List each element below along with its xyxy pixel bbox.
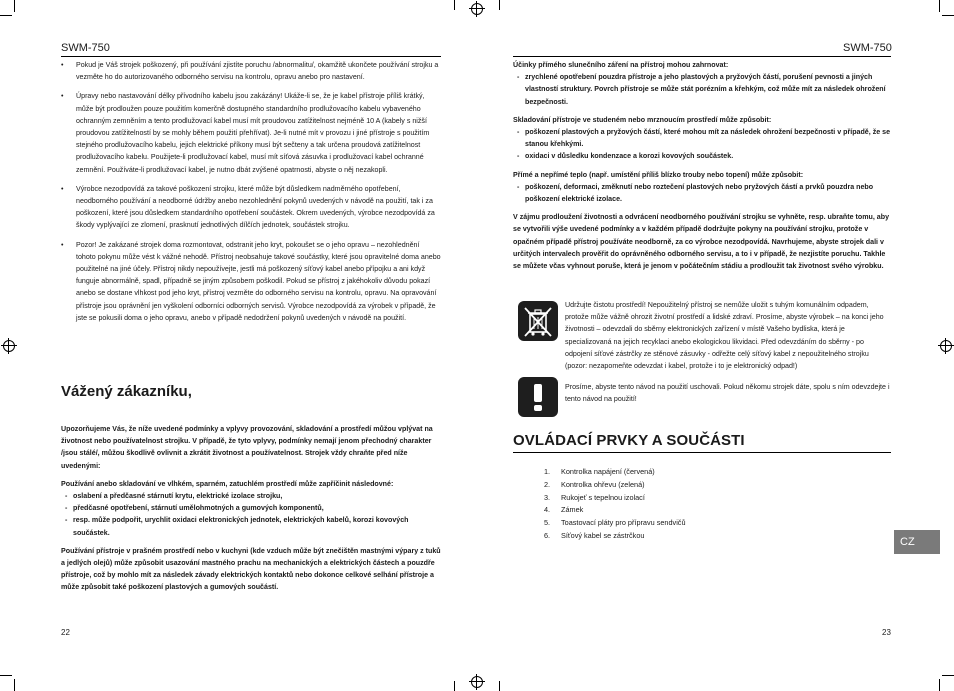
crossed-bin-icon [518,301,558,341]
list-item: 5. Toastovací pláty pro přípravu sendvičů [544,518,686,528]
model-label-left: SWM-750 [61,42,110,54]
weee-paragraph: Udržujte čistotu prostředí! Nepoužitelný přístroj se nemůže uložit s tuhým komunálním odpadem, protože může vážně ohrozit životní prostředí a lidské zdraví. Prosíme, abyste výrobek – na konci jeho životnosti – odevzdali do sběrny elektronických zařízení v místě Vašeho bydliska, která je specializovaná na jejich recyklaci anebo ekologickou likvidaci. Před odevzdáním do sběrny - po odpojení síťové zástrčky ze stěnové zásuvky - odřežte celý síťový kabel z nepoužitelného strojku (pozor: nezapomeňte odevzdat i kabel, protože i to je elektronický odpad!) [565,301,884,371]
dash-item: - oslabení a předčasné stárnutí krytu, elektrické izolace strojku, [61,490,441,502]
humidity-title: Používání anebo skladování ve vlhkém, sparném, zatuchlém prostředí může zapříčinit následovné: [61,479,394,488]
header-rule-right [513,56,891,57]
header-rule-left [61,56,441,57]
conditions-section [61,423,441,600]
customer-heading: Vážený zákazníku, [61,383,192,400]
effects-section [513,59,891,278]
dash-item: - zrychlené opotřebení pouzdra přístroje a jeho plastových a pryžových částí, porušení pevnosti a jiných vlastností struktury. Povrch přístroje se může stát porézním a křehkým, což může mít za následek ohrožení bezpečnosti. [513,71,891,108]
registration-mark-icon [471,3,483,15]
dash-item: - resp. může podpořit, urychlit oxidaci elektronických jednotek, elektrických kabelů, korozi kovových součástek. [61,514,441,538]
safety-bullets [61,59,441,331]
bullet-item: • Úpravy nebo nastavování délky přívodního kabelu jsou zakázány! Ukáže-li se, že je kabel přístroje příliš krátký, může být prodloužen pouze použitím komerčně dostupného standardního prodlužovacího kabelu vybaveného ochranným zemněním a tento prodlužovací kabel musí mít proudovou zatížitelnost nejméně 10 A (kabely s nižší proudovou zatížitelností by se mohly během použití přehřívat). Je-li nutné mít v provozu i jiné přístroje s použitím stejného prodlužovacího kabelu, jejich elektrické příkony musí být sečteny a tak určena proudová zatížitelnost prodlužovacího kabelu. Použijete-li prodlužovací kabel, musí mít síťová zásuvka i prodlužovací kabel ochranné zemnění. Používáte-li prodlužovací kabel, je nutno dbát zvýšené opatrnosti, abyste o něj nezakopli. [61,90,441,175]
sun-title: Účinky přímého slunečního záření na přístroj mohou zahrnovat: [513,61,729,69]
heat-title: Přímé a nepřímé teplo (např. umístění příliš blízko trouby nebo topení) může způsobit: [513,170,804,179]
bullet-item: • Pozor! Je zakázané strojek doma rozmontovat, odstranit jeho kryt, pokoušet se o jeho opravu – nezohlednění tohoto pokynu může vést k vážné nehodě. Přístroj neobsahuje takové součástky, které jsou opravitelné doma anebo použitelné na jiné účely. Přístroj nikdy nepoužívejte, jestli má poškozený síťový kabel anebo přípojku a ani když funguje abnormálně, spadl, případně se jiným způsobem poškodil. Pokud se přístroj z jakéhokoliv důvodu pokazí anebo se dostane vlhkost pod jeho kryt, přístroj vezměte do odborného servisu na kontrolu, opravu. Na opravování přístroje jsou oprávnění jen vyškolení odborníci odborných servisů. Výrobce nezodpovídá za výrobek v případě, že jste se pokusili doma o jeho opravu, anebo v případě nedodržení pokynů uvedených v návodě na použití. [61,239,441,324]
registration-mark-icon [471,676,483,688]
list-item: 4. Zámek [544,505,584,515]
list-item: 2. Kontrolka ohřevu (zelená) [544,479,645,489]
dash-item: - předčasné opotřebení, stárnutí umělohmotných a gumových komponentů, [61,502,441,514]
language-tab: CZ [894,530,940,554]
parts-list [544,466,844,543]
dash-item: - poškození, deformaci, změknutí nebo roztečení plastových nebo pryžových částí a prvků pouzdra nebo poškození elektrické izolace. [513,181,891,205]
list-item: 6. Síťový kabel se zástrčkou [544,530,645,540]
dash-item: - poškození plastových a pryžových částí, které mohou mít za následek ohrožení bezpečnosti v případě, že se stanou křehkými. [513,126,891,150]
dash-item: - oxidaci v důsledku kondenzace a korozi kovových součástek. [513,150,891,162]
controls-rule [513,452,891,453]
bullet-item: • Výrobce nezodpovídá za takové poškození strojku, které může být důsledkem nadměrného opotřebení, neodborného používání a neodborné údržby anebo nezohlednění pokynů uvedených v návodě na použití, tak i za poškození, které jsou důsledkem standardního opotřebení součástek. Okrem uvedených, výrobce nezodpovídá za škody vyplývající ze zlomení, prasknutí jednotlivých dílčích jednotek, součástek strojku. [61,183,441,232]
intro-paragraph: Upozorňujeme Vás, že níže uvedené podmínky a vplyvy provozování, skladování a prostředí můžou vplývat na životnost nebo používatelnost strojku. V případě, že tyto vplyvy, podmínky nemají jenom přechodný charakter /jsou stálé/, můžou škodlivě ovlivnit a zkrátit životnost a používatelnost. Strojek vždy chraňte před níže uvedenými: [61,425,433,470]
bullet-item: • Pokud je Váš strojek poškozený, při používání zjistíte poruchu /abnormalitu/, okamžitě ukončete používání strojku a vezměte ho do autorizovaného odborného servisu na kontrolu, opravu anebo pro nastavení. [61,59,441,83]
lifetime-paragraph: V zájmu prodloužení životnosti a odvrácení neodborného používání strojku se vyhněte, resp. ubraňte tomu, aby se vytvořili výše uvedené podmínky a v každém případě dodržujte pokyny na používání strojku, protože v opačném případě přístroj používáte neodborně, za co výrobce nezodpovídá. Navrhujeme, abyste strojek dali v určitých intervalech prověřit do oprávněného odborného servisu, a to i v případě, že nezjistíte poruchu. Takhle se můžete včas vyhnout poruše, která je jenom v počátečním stádiu a prodloužit tak životnost svého výrobku. [513,213,890,271]
cold-title: Skladování přístroje ve studeném nebo mrznoucím prostředí může způsobit: [513,115,772,124]
keep-manual-paragraph: Prosíme, abyste tento návod na použití uschovali. Pokud někomu strojek dáte, spolu s ním odevzdejte i tento návod na použití! [565,383,890,404]
page-number-right: 23 [882,628,891,637]
registration-mark-icon [3,340,15,352]
page-number-left: 22 [61,628,70,637]
registration-mark-icon [940,340,952,352]
model-label-right: SWM-750 [843,42,892,54]
controls-heading: OVLÁDACÍ PRVKY A SOUČÁSTI [513,432,745,449]
list-item: 3. Rukojeť s tepelnou izolací [544,492,645,502]
list-item: 1. Kontrolka napájení (červená) [544,467,655,476]
exclamation-icon [518,377,558,417]
dust-paragraph: Používání přístroje v prašném prostředí nebo v kuchyni (kde vzduch může být znečištěn mastnými výpary z tuků a jedlých olejů) může způsobit usazování mastného prachu na mechanických a elektrických částech a pouzdře přístroje, což by mohlo mít za následek závady elektrických kontaktů nebo dokonce celkové selhání přístroje a může způsobit také poškození plastových a gumových součástí. [61,546,441,592]
